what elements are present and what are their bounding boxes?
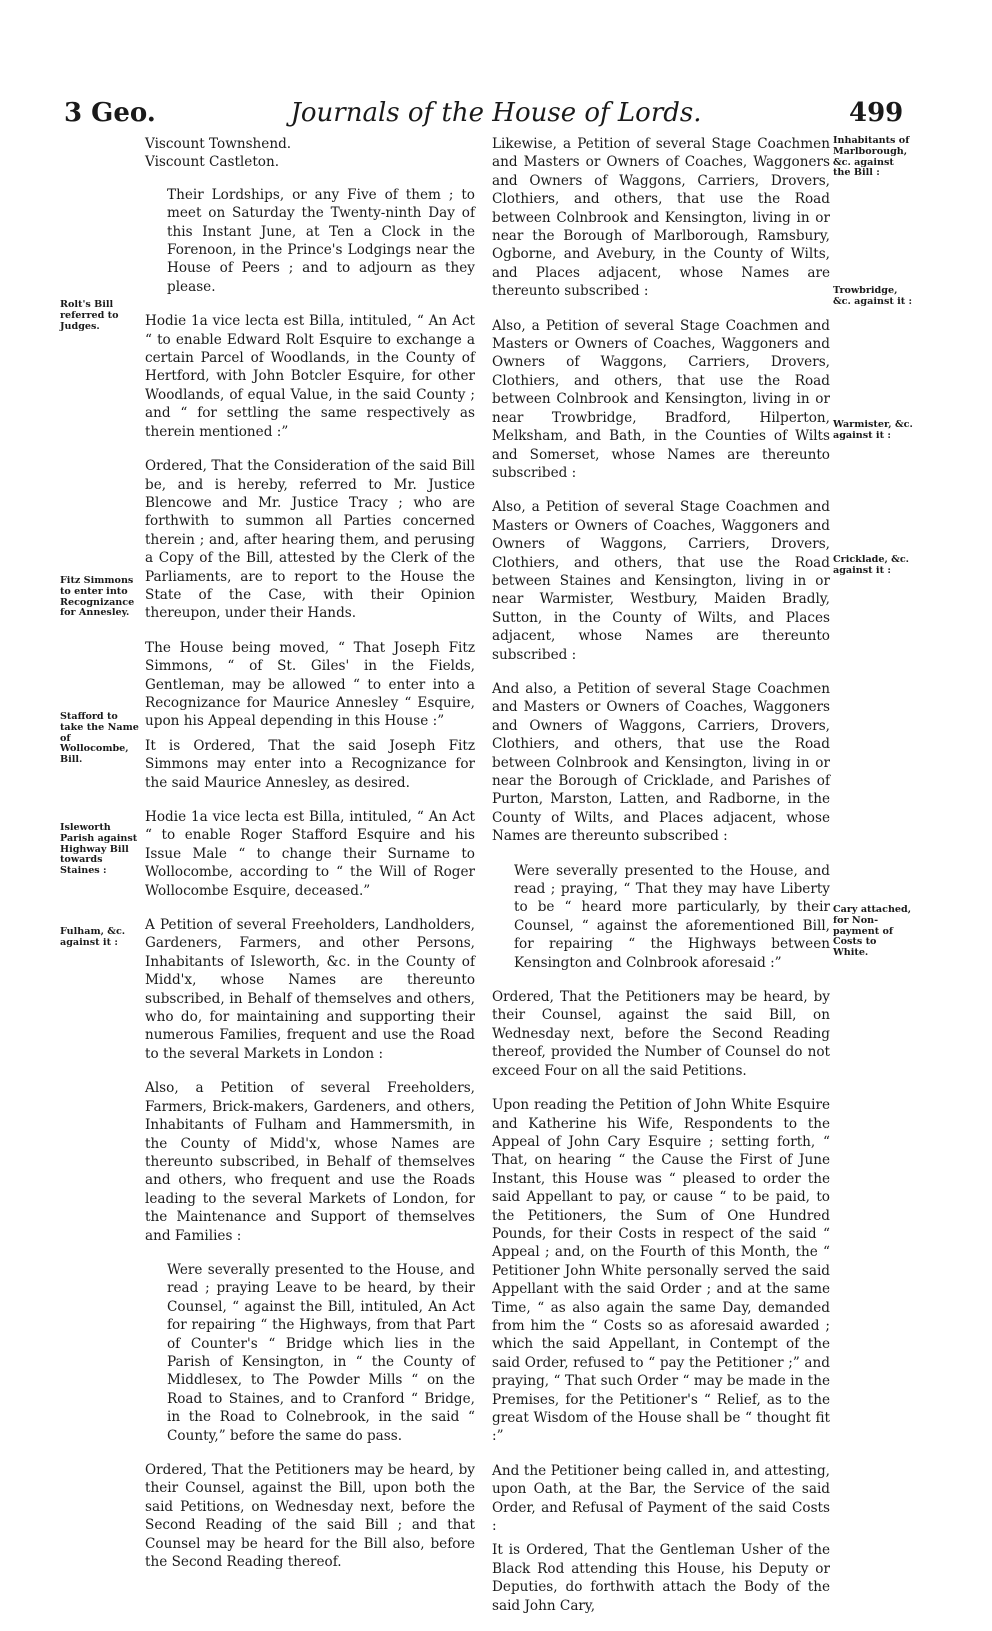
- paragraph: Likewise, a Petition of several Stage Coachmen and Masters or Owners of Coaches, Waggoners and Owners of Waggons, Carriers, Drovers, Clothiers, and others, that use the Road between Colnbrook and Kensington, living in or near the Borough of Marlborough, Ramsbury, Ogborne, and Avebury, in the County of Wilts, and Places adjacent, whose Names are thereunto subscribed :: [492, 136, 830, 300]
- margin-note: Fulham, &c. against it :: [60, 926, 126, 948]
- margin-note: Cary attached, for Non-payment of Costs to White.: [833, 904, 912, 959]
- paragraph: It is Ordered, That the Gentleman Usher of the Black Rod attending this House, his Deputy or Deputies, do forthwith attach the Body of the said John Cary,: [492, 1542, 830, 1614]
- margin-note: Inhabitants of Marlborough, &c. against the Bill :: [833, 135, 910, 179]
- paragraph: Were severally presented to the House, and read ; praying Leave to be heard, by their Counsel, “ against the Bill, intituled, An Act for repairing “ the Highways, from that Part of Counter's “ Bridge which lies in the Parish of Kensington, in “ the County of Middlesex, to The Powder Mills “ on the Road to Staines, and to Cranford “ Bridge, in the Road to Colnebrook, in the said “ County,” before the same do pass.: [167, 1261, 475, 1444]
- paragraph: Also, a Petition of several Stage Coachmen and Masters or Owners of Coaches, Waggoners and Owners of Waggons, Carriers, Drovers, Clothiers, and others, that use the Road between Staines and Kensington, living in or near Warmister, Westbury, Maiden Bradly, Sutton, in the County of Wilts, and Places adjacent, whose Names are thereunto subscribed :: [492, 499, 830, 663]
- margin-note: Trowbridge, &c. against it :: [833, 285, 913, 307]
- paragraph: Hodie 1a vice lecta est Billa, intituled, “ An Act “ to enable Roger Stafford Esquire and his Issue Male “ to change their Surname to Wollocombe, according to “ the Will of Roger Wollocombe Esquire, deceased.”: [145, 809, 475, 899]
- margin-note: Rolt's Bill referred to Judges.: [60, 299, 119, 332]
- paragraph: A Petition of several Freeholders, Landholders, Gardeners, Farmers, and other Persons, Inhabitants of Isleworth, &c. in the County of Midd'x, whose Names are thereunto subscribed, in Behalf of themselves and others, who do, for maintaining and supporting their numerous Families, frequent and use the Road to the several Markets in London :: [145, 917, 475, 1062]
- right-column: [492, 135, 830, 1631]
- paragraph: The House being moved, “ That Joseph Fitz Simmons, “ of St. Giles' in the Fields, Gentleman, may be allowed “ to enter into a Recognizance for Maurice Annesley “ Esquire, upon his Appeal depending in this House :”: [145, 639, 475, 730]
- name-line: Viscount Townshend.: [145, 136, 292, 152]
- paragraph: Also, a Petition of several Freeholders, Farmers, Brick-makers, Gardeners, and others, Inhabitants of Fulham and Hammersmith, in the County of Midd'x, whose Names are thereunto subscribed, in Behalf of themselves and others, who frequent and use the Roads leading to the several Markets of London, for the Maintenance and Support of themselves and Families :: [145, 1080, 475, 1244]
- page-number: 499: [849, 98, 904, 128]
- name-line: Viscount Castleton.: [145, 154, 280, 171]
- paragraph: It is Ordered, That the said Joseph Fitz Simmons may enter into a Recognizance for the said Maurice Annesley, as desired.: [145, 737, 475, 791]
- paragraph: Ordered, That the Petitioners may be heard, by their Counsel, against the Bill, upon both the said Petitions, on Wednesday next, before the Second Reading of the said Bill ; and that Counsel may be heard for the Bill also, before the Second Reading thereof.: [145, 1462, 475, 1571]
- margin-note: Isleworth Parish against Highway Bill towards Staines :: [60, 822, 138, 877]
- paragraph: And also, a Petition of several Stage Coachmen and Masters or Owners of Coaches, Waggoners and Owners of Waggons, Carriers, Drovers, Clothiers, and others, that use the Road between Colnbrook and Kensington, living in or near the Borough of Cricklade, and Parishes of Purton, Marston, Latten, and Radborne, in the County of Wilts, and Places adjacent, whose Names are thereunto subscribed :: [492, 680, 830, 845]
- paragraph: Ordered, That the Petitioners may be heard, by their Counsel, against the said Bill, on Wednesday next, before the Second Reading thereof, provided the Number of Counsel do not exceed Four on all the said Petitions.: [492, 989, 830, 1079]
- paragraph: Also, a Petition of several Stage Coachmen and Masters or Owners of Coaches, Waggoners and Owners of Waggons, Carriers, Drovers, Clothiers, and others, that use the Road between Colnbrook and Kensington, living in or near Trowbridge, Bradford, Hilperton, Melksham, and Bath, in the Counties of Wilts and Somerset, whose Names are thereunto subscribed :: [492, 317, 830, 481]
- paragraph: And the Petitioner being called in, and attesting, upon Oath, at the Bar, the Service of the said Order, and Refusal of Payment of the said Costs :: [492, 1462, 830, 1535]
- margin-note: Warmister, &c. against it :: [833, 419, 913, 441]
- paragraph: Hodie 1a vice lecta est Billa, intituled, “ An Act “ to enable Edward Rolt Esquire to exchange a certain Parcel of Woodlands, in the County of Hertford, with John Botcler Esquire, for other Woodlands, of equal Value, in the said County ; and “ for settling the same respectively as therein mentioned :”: [145, 313, 475, 440]
- margin-note: Cricklade, &c. against it :: [833, 554, 910, 576]
- left-column: [145, 135, 475, 1587]
- paragraph: Ordered, That the Consideration of the said Bill be, and is hereby, referred to Mr. Justice Blencowe and Mr. Justice Tracy ; who are forthwith to summon all Parties concerned therein ; and, after hearing them, and perusing a Copy of the Bill, attested by the Clerk of the Parliaments, are to report to the House the State of the Case, with their Opinion thereupon, under their Hands.: [145, 458, 475, 622]
- paragraph: Were severally presented to the House, and read ; praying, “ That they may have Liberty to be “ heard more particularly, by their Counsel, “ against the aforementioned Bill, for repairing “ the Highways between Kensington and Colnbrook aforesaid :”: [514, 862, 830, 971]
- margin-note: Stafford to take the Name of Wollocombe, Bill.: [60, 711, 139, 766]
- page-header-title: Journals of the House of Lords.: [290, 98, 702, 128]
- paragraph: Their Lordships, or any Five of them ; to meet on Saturday the Twenty-ninth Day of this Instant June, at Ten a Clock in the Forenoon, in the Prince's Lodgings near the House of Peers ; and to adjourn as they please.: [167, 186, 475, 295]
- page-header-reign: 3 Geo.: [64, 98, 156, 128]
- margin-note: Fitz Simmons to enter into Recognizance for Annesley.: [60, 575, 135, 619]
- paragraph: Upon reading the Petition of John White Esquire and Katherine his Wife, Respondents to the Appeal of John Cary Esquire ; setting forth, “ That, on hearing “ the Cause the First of June Instant, this House was “ pleased to order the said Appellant to pay, or cause “ to be paid, to the Petitioners, the Sum of One Hundred Pounds, for their Costs in respect of the said “ Appeal ; and, on the Fourth of this Month, the “ Petitioner John White personally served the said Appellant with the said Order ; and at the same Time, “ as also again the same Day, demanded from him the “ Costs so as aforesaid awarded ; which the said Appellant, in Contempt of the said Order, refused to “ pay the Petitioner ;” and praying, “ That such Order “ may be made in the Premises, for the Petitioner's “ Relief, as to the great Wisdom of the House shall be “ thought fit :”: [492, 1097, 830, 1445]
